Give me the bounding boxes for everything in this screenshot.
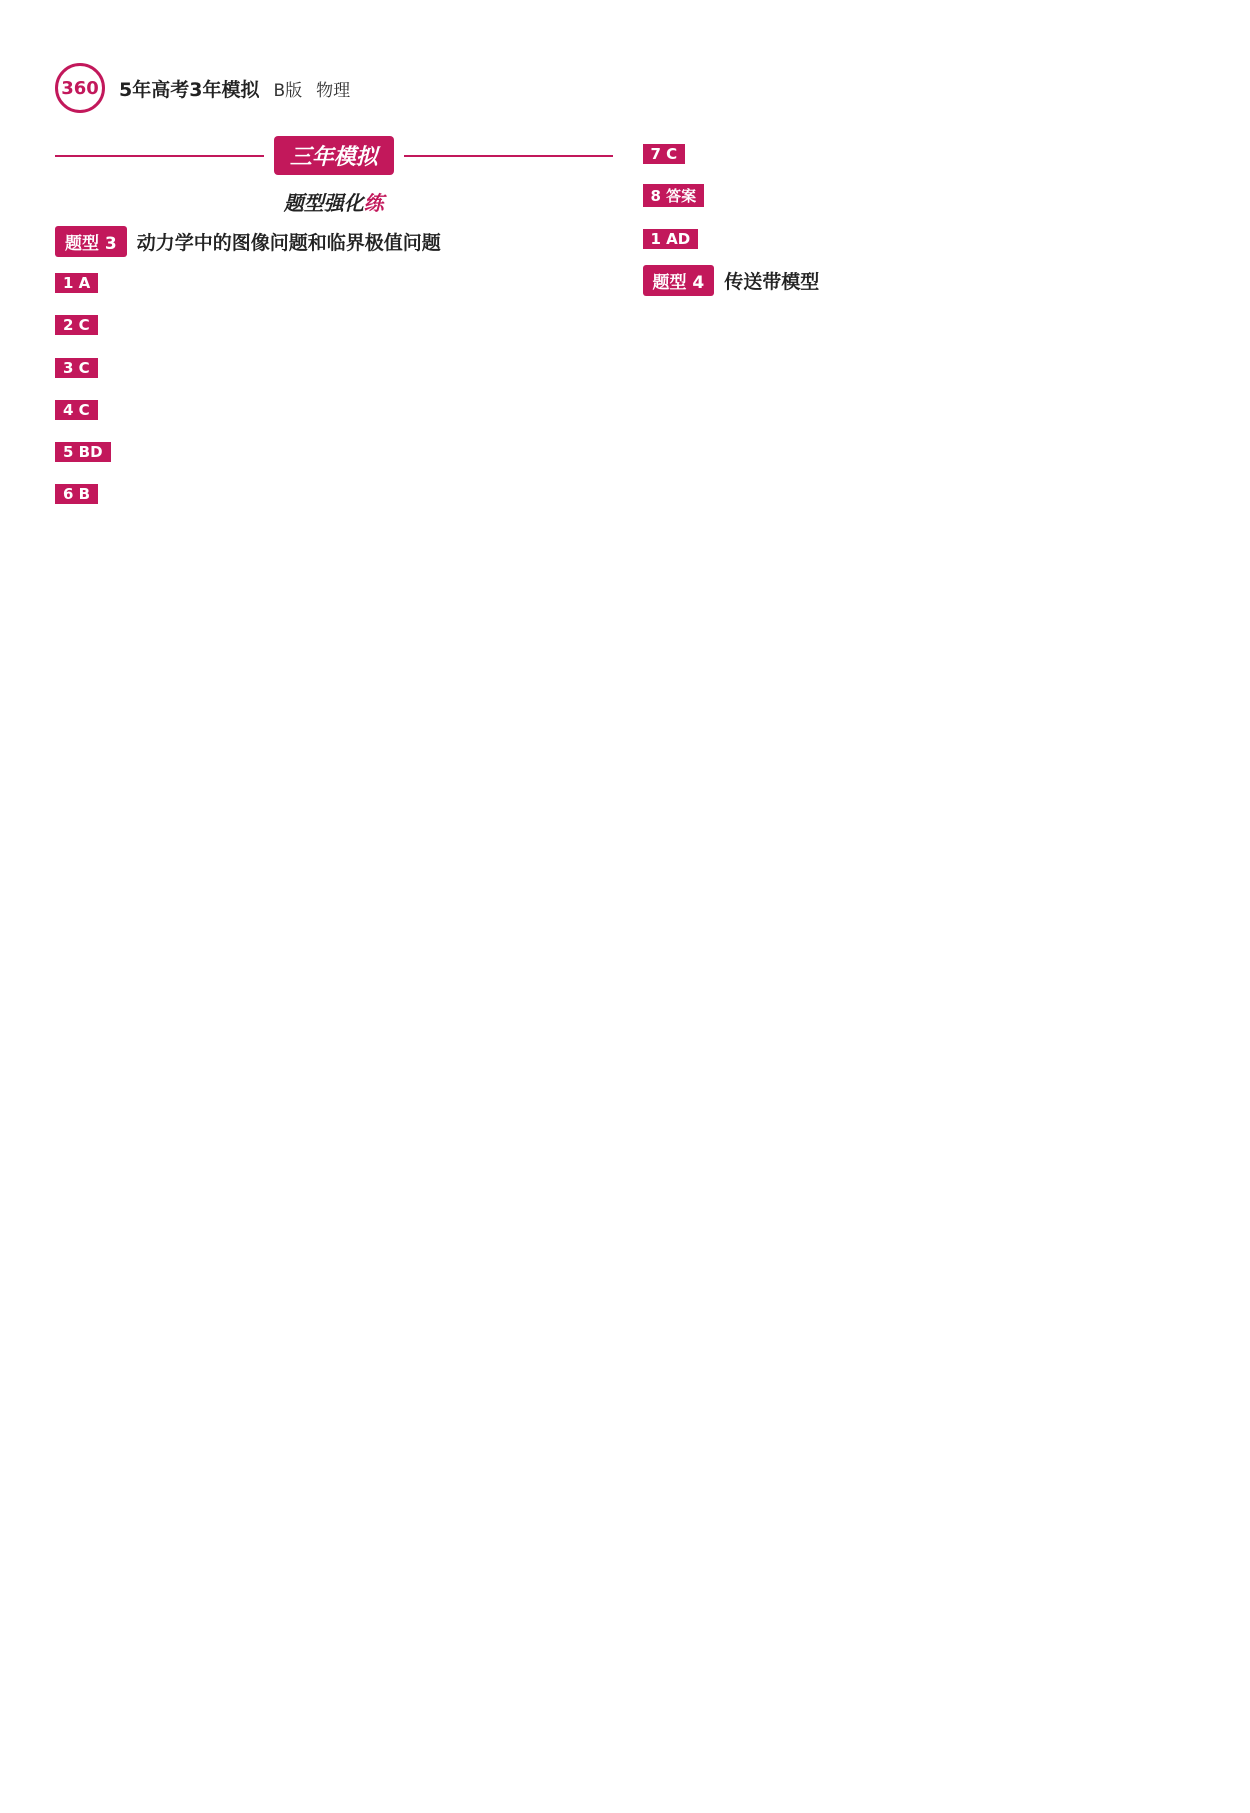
subject-label: 物理 — [316, 80, 351, 101]
answer-item — [55, 394, 613, 426]
answer-item — [55, 436, 613, 468]
question-number: 8 答案 — [643, 184, 705, 207]
edition-label: B版 — [273, 80, 303, 101]
question-number: 3 C — [55, 358, 98, 378]
topic-badge: 题型 4 — [643, 265, 715, 296]
page-number: 360 — [55, 63, 105, 113]
book-title: 5年高考3年模拟 — [119, 78, 260, 101]
answer-item — [55, 267, 613, 299]
topic-heading — [643, 265, 1201, 296]
topic-heading — [55, 226, 613, 257]
question-number: 2 C — [55, 315, 98, 335]
sub-banner — [55, 187, 613, 216]
page-header — [55, 60, 1200, 116]
left-column — [55, 128, 613, 521]
sub-banner-highlight: 练 — [363, 191, 384, 215]
topic-badge: 题型 3 — [55, 226, 127, 257]
question-number: 6 B — [55, 484, 98, 504]
sub-banner-prefix: 题型强化 — [283, 191, 364, 215]
question-number: 4 C — [55, 400, 98, 420]
answer-item — [55, 352, 613, 384]
question-number: 1 A — [55, 273, 98, 293]
answer-item — [643, 180, 1201, 212]
question-number: 7 C — [643, 144, 686, 164]
topic-title: 动力学中的图像问题和临界极值问题 — [136, 232, 441, 254]
section-banner — [55, 136, 613, 175]
right-column — [643, 128, 1201, 521]
question-number: 1 AD — [643, 229, 699, 249]
topic-title: 传送带模型 — [724, 270, 820, 293]
answer-item — [643, 138, 1201, 170]
answer-item — [643, 223, 1201, 255]
answer-item — [55, 478, 613, 510]
answer-item — [55, 309, 613, 341]
section-banner-text: 三年模拟 — [274, 136, 394, 175]
question-number: 5 BD — [55, 442, 111, 462]
